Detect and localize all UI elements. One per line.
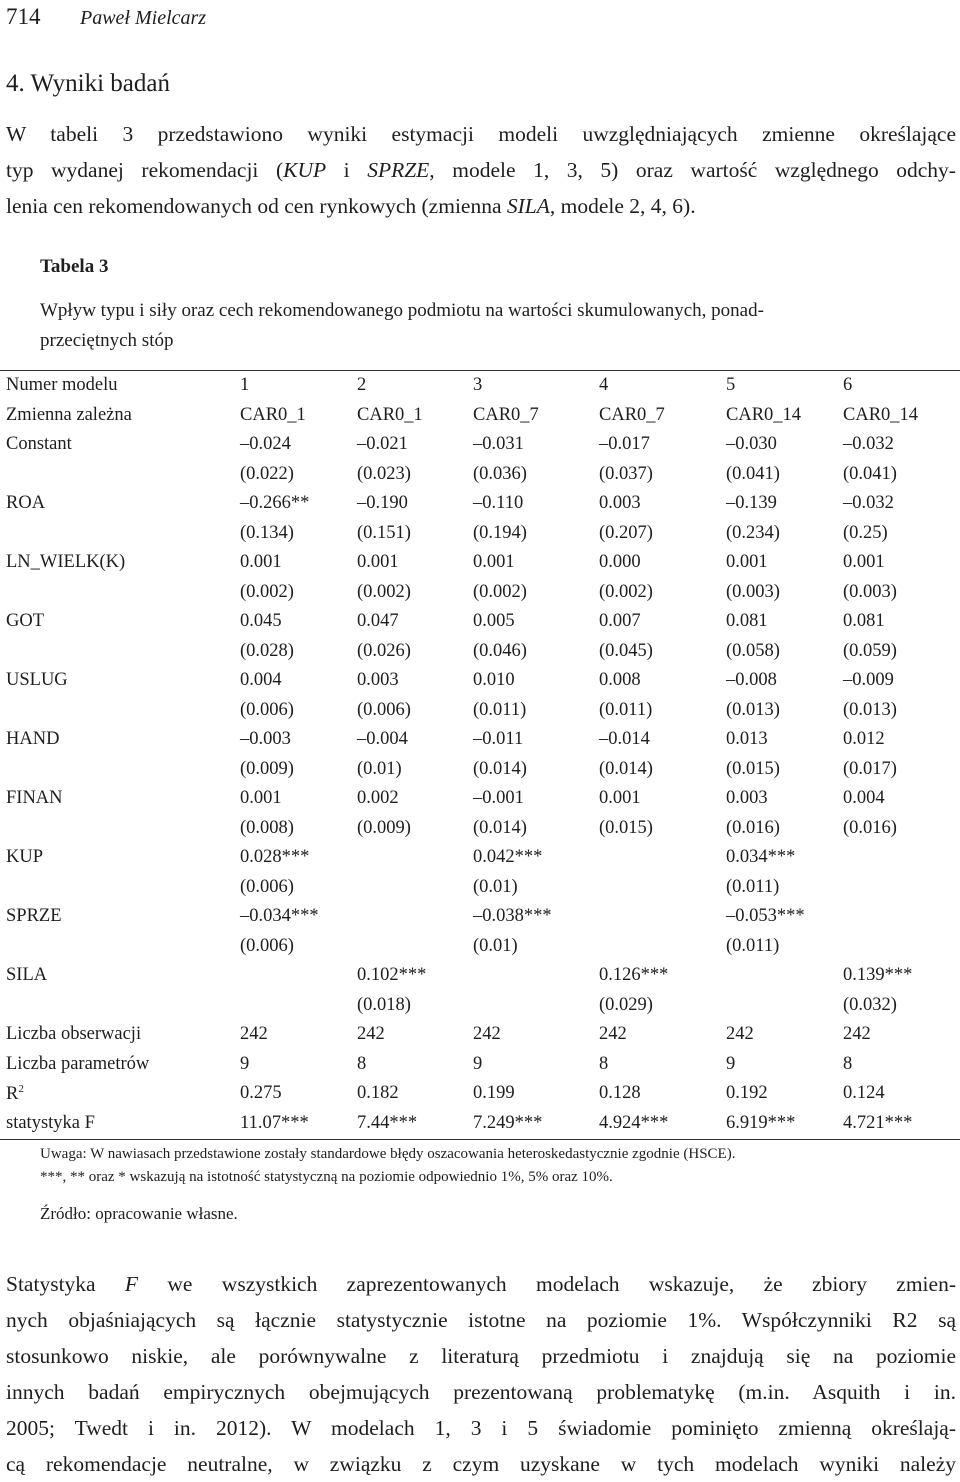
- table-row: [6, 489, 953, 519]
- value-cell: CAR0_7: [473, 404, 539, 425]
- table-row: [6, 961, 953, 991]
- value-cell: [357, 902, 473, 932]
- value-cell: 4.924***: [599, 1112, 669, 1133]
- value-cell: –0.014: [599, 729, 650, 750]
- intro-paragraph: [6, 116, 956, 224]
- value-cell: (0.009): [240, 758, 294, 779]
- value-cell: 0.192: [726, 1083, 768, 1104]
- value-cell: 242: [240, 1024, 268, 1045]
- value-cell: –0.139: [726, 493, 777, 514]
- value-cell: (0.014): [473, 817, 527, 838]
- value-cell: –0.110: [473, 493, 524, 514]
- value-cell: (0.016): [843, 817, 897, 838]
- value-cell: (0.25): [843, 522, 888, 543]
- value-cell: 0.034***: [726, 847, 796, 868]
- value-cell: [473, 961, 599, 991]
- value-cell: 0.199: [473, 1083, 515, 1104]
- value-cell: 0.081: [843, 611, 885, 632]
- value-cell: –0.266**: [240, 493, 310, 514]
- value-cell: (0.002): [473, 581, 527, 602]
- table-row: [6, 991, 953, 1021]
- value-cell: –0.032: [843, 493, 894, 514]
- value-cell: 9: [473, 1053, 483, 1074]
- value-cell: (0.016): [726, 817, 780, 838]
- value-cell: (0.01): [473, 876, 518, 897]
- value-cell: (0.015): [726, 758, 780, 779]
- value-cell: –0.024: [240, 434, 291, 455]
- value-cell: [599, 873, 726, 903]
- value-cell: 9: [726, 1053, 736, 1074]
- value-cell: (0.037): [599, 463, 653, 484]
- table-caption-line: Wpływ typu i siły oraz cech rekomendowanego podmiotu na wartości skumulowanych, ponad-: [40, 300, 764, 321]
- value-cell: 0.013: [726, 729, 768, 750]
- table-source: Źródło: opracowanie własne.: [40, 1204, 238, 1223]
- value-cell: 242: [843, 1024, 871, 1045]
- value-cell: (0.032): [843, 994, 897, 1015]
- value-cell: –0.001: [473, 788, 524, 809]
- value-cell: (0.011): [599, 699, 653, 720]
- value-cell: 242: [599, 1024, 627, 1045]
- row-label-cell: $R^2$: [6, 1082, 24, 1104]
- table-header-row: [6, 401, 953, 431]
- table-row: [6, 755, 953, 785]
- value-cell: (0.013): [726, 699, 780, 720]
- value-cell: (0.002): [599, 581, 653, 602]
- value-cell: 0.275: [240, 1083, 282, 1104]
- value-cell: 0.007: [599, 611, 641, 632]
- table-note: [40, 1143, 735, 1189]
- value-cell: CAR0_14: [843, 404, 919, 425]
- value-cell: (0.041): [843, 463, 897, 484]
- value-cell: (0.046): [473, 640, 527, 661]
- value-cell: CAR0_14: [726, 404, 802, 425]
- value-cell: (0.036): [473, 463, 527, 484]
- outro-line: 2005; Twedt i in. 2012). W modelach 1, 3 i 5 świadomie pominięto zmienną określają-: [6, 1416, 956, 1440]
- row-label-cell: ROA: [6, 493, 46, 514]
- value-cell: –0.034***: [240, 906, 319, 927]
- value-cell: (0.011): [726, 876, 780, 897]
- value-cell: (0.01): [357, 758, 402, 779]
- value-cell: (0.059): [843, 640, 897, 661]
- value-cell: (0.022): [240, 463, 294, 484]
- table-caption: [40, 296, 940, 356]
- value-cell: –0.008: [726, 670, 777, 691]
- value-cell: 0.002: [357, 788, 399, 809]
- table-row: [6, 873, 953, 903]
- outro-line: Statystyka F we wszystkich zaprezentowanych modelach wskazuje, że zbiory zmien-: [6, 1272, 956, 1296]
- r-squared-superscript: 2: [18, 1082, 24, 1095]
- value-cell: –0.031: [473, 434, 524, 455]
- row-label-cell: [6, 460, 240, 490]
- outro-line: stosunkowo niskie, ale porównywalne z literaturą przedmiotu i znajdują się na poziomie: [6, 1344, 956, 1368]
- value-cell: CAR0_1: [357, 404, 423, 425]
- row-label-cell: [6, 873, 240, 903]
- value-cell: 0.028***: [240, 847, 310, 868]
- value-cell: (0.026): [357, 640, 411, 661]
- value-cell: 0.047: [357, 611, 399, 632]
- table-row: [6, 784, 953, 814]
- outro-line: nych objaśniających są łącznie statystycznie istotne na poziomie 1%. Współczynniki R2 są: [6, 1308, 956, 1332]
- value-cell: (0.014): [599, 758, 653, 779]
- value-cell: 3: [473, 375, 483, 396]
- value-cell: 8: [843, 1053, 853, 1074]
- value-cell: –0.053***: [726, 906, 805, 927]
- value-cell: 0.001: [240, 552, 282, 573]
- value-cell: [726, 991, 843, 1021]
- value-cell: [599, 932, 726, 962]
- value-cell: (0.134): [240, 522, 294, 543]
- value-cell: (0.011): [473, 699, 527, 720]
- row-label-cell: [6, 755, 240, 785]
- value-cell: (0.018): [357, 994, 411, 1015]
- value-cell: 0.012: [843, 729, 885, 750]
- value-cell: 11.07***: [240, 1112, 309, 1133]
- value-cell: [357, 843, 473, 873]
- value-cell: 0.000: [599, 552, 641, 573]
- value-cell: 7.249***: [473, 1112, 543, 1133]
- table-row: [6, 932, 953, 962]
- value-cell: (0.017): [843, 758, 897, 779]
- outro-line: innych badań empirycznych obejmujących prezentowaną problematykę (m.in. Asquith i in.: [6, 1380, 956, 1404]
- row-label-cell: [6, 814, 240, 844]
- outro-line: cą rekomendacje neutralne, w związku z czym uzyskane w tych modelach wyniki należy: [6, 1452, 956, 1476]
- value-cell: 0.001: [726, 552, 768, 573]
- value-cell: (0.006): [240, 935, 294, 956]
- value-cell: (0.151): [357, 522, 411, 543]
- value-cell: –0.009: [843, 670, 894, 691]
- value-cell: [473, 991, 599, 1021]
- value-cell: 0.008: [599, 670, 641, 691]
- value-cell: 242: [726, 1024, 754, 1045]
- value-cell: 4.721***: [843, 1112, 913, 1133]
- row-label-cell: HAND: [6, 729, 60, 750]
- value-cell: 0.001: [599, 788, 641, 809]
- table-bottom-rule: [0, 1139, 960, 1140]
- value-cell: (0.006): [240, 699, 294, 720]
- table-note-line: Uwaga: W nawiasach przedstawione zostały standardowe błędy oszacowania heteroskedastycznie zgodnie (HSCE).: [40, 1146, 736, 1162]
- value-cell: 242: [473, 1024, 501, 1045]
- value-cell: 0.126***: [599, 965, 669, 986]
- value-cell: –0.030: [726, 434, 777, 455]
- value-cell: CAR0_7: [599, 404, 665, 425]
- table-header-row: [6, 371, 953, 401]
- value-cell: 7.44***: [357, 1112, 418, 1133]
- table-row: [6, 548, 953, 578]
- value-cell: 0.005: [473, 611, 515, 632]
- value-cell: 0.042***: [473, 847, 543, 868]
- row-label-cell: [6, 932, 240, 962]
- value-cell: (0.002): [357, 581, 411, 602]
- table-note-line: ***, ** oraz * wskazują na istotność statystyczną na poziomie odpowiednio 1%, 5% oraz 10%.: [40, 1169, 613, 1185]
- row-label-cell: GOT: [6, 611, 45, 632]
- value-cell: 0.139***: [843, 965, 913, 986]
- value-cell: (0.045): [599, 640, 653, 661]
- table-stat-row: [6, 1020, 953, 1050]
- row-label-cell: statystyka F: [6, 1112, 95, 1133]
- value-cell: 0.003: [599, 493, 641, 514]
- row-label-cell: LN_WIELK(K): [6, 552, 126, 573]
- value-cell: [843, 902, 953, 932]
- table-row: [6, 430, 953, 460]
- value-cell: (0.01): [473, 935, 518, 956]
- value-cell: [843, 873, 953, 903]
- row-label-cell: Liczba obserwacji: [6, 1024, 142, 1045]
- table-stat-row: [6, 1079, 953, 1109]
- value-cell: –0.032: [843, 434, 894, 455]
- value-cell: 2: [357, 375, 367, 396]
- row-label-cell: Liczba parametrów: [6, 1053, 150, 1074]
- page-number: 714: [6, 4, 41, 29]
- table-row: [6, 843, 953, 873]
- value-cell: –0.038***: [473, 906, 552, 927]
- value-cell: –0.190: [357, 493, 408, 514]
- value-cell: 0.004: [240, 670, 282, 691]
- value-cell: (0.029): [599, 994, 653, 1015]
- value-cell: (0.015): [599, 817, 653, 838]
- value-cell: –0.011: [473, 729, 524, 750]
- value-cell: [240, 961, 357, 991]
- value-cell: [599, 902, 726, 932]
- table-row: [6, 696, 953, 726]
- row-label-cell: KUP: [6, 847, 44, 868]
- table-row: [6, 902, 953, 932]
- value-cell: (0.234): [726, 522, 780, 543]
- value-cell: 0.001: [240, 788, 282, 809]
- value-cell: 8: [357, 1053, 367, 1074]
- value-cell: (0.008): [240, 817, 294, 838]
- value-cell: (0.003): [843, 581, 897, 602]
- row-label-cell: Constant: [6, 434, 72, 455]
- table-stat-row: [6, 1050, 953, 1080]
- row-label-cell: SILA: [6, 965, 48, 986]
- value-cell: 0.003: [726, 788, 768, 809]
- value-cell: 0.124: [843, 1083, 885, 1104]
- value-cell: 0.081: [726, 611, 768, 632]
- table-stat-row: [6, 1109, 953, 1139]
- value-cell: [240, 991, 357, 1021]
- value-cell: (0.028): [240, 640, 294, 661]
- value-cell: (0.041): [726, 463, 780, 484]
- value-cell: (0.003): [726, 581, 780, 602]
- row-label-cell: FINAN: [6, 788, 63, 809]
- value-cell: 0.001: [473, 552, 515, 573]
- row-label-cell: [6, 696, 240, 726]
- value-cell: 0.102***: [357, 965, 427, 986]
- value-cell: [599, 843, 726, 873]
- running-header-author: Paweł Mielcarz: [80, 7, 207, 29]
- value-cell: 8: [599, 1053, 609, 1074]
- value-cell: 5: [726, 375, 736, 396]
- value-cell: [843, 843, 953, 873]
- value-cell: –0.017: [599, 434, 650, 455]
- value-cell: CAR0_1: [240, 404, 306, 425]
- row-label-cell: Zmienna zależna: [6, 404, 132, 425]
- table-row: [6, 814, 953, 844]
- intro-line: W tabeli 3 przedstawiono wyniki estymacji modeli uwzględniających zmienne określające: [6, 122, 956, 146]
- value-cell: (0.014): [473, 758, 527, 779]
- value-cell: (0.194): [473, 522, 527, 543]
- value-cell: –0.004: [357, 729, 408, 750]
- value-cell: 6.919***: [726, 1112, 796, 1133]
- table-row: [6, 607, 953, 637]
- table-caption-line: przeciętnych stóp: [40, 330, 174, 351]
- table-row: [6, 637, 953, 667]
- row-label-cell: Numer modelu: [6, 375, 118, 396]
- value-cell: 0.001: [843, 552, 885, 573]
- value-cell: (0.058): [726, 640, 780, 661]
- table-row: [6, 519, 953, 549]
- results-table: [6, 371, 953, 1138]
- table-row: [6, 666, 953, 696]
- row-label-cell: [6, 637, 240, 667]
- value-cell: 0.001: [357, 552, 399, 573]
- value-cell: –0.021: [357, 434, 408, 455]
- intro-line: lenia cen rekomendowanych od cen rynkowych (zmienna SILA, modele 2, 4, 6).: [6, 194, 696, 218]
- value-cell: 0.045: [240, 611, 282, 632]
- value-cell: 0.010: [473, 670, 515, 691]
- value-cell: (0.011): [726, 935, 780, 956]
- table-row: [6, 725, 953, 755]
- table-row: [6, 460, 953, 490]
- value-cell: (0.023): [357, 463, 411, 484]
- row-label-cell: [6, 578, 240, 608]
- value-cell: [726, 961, 843, 991]
- value-cell: 0.003: [357, 670, 399, 691]
- table-label: Tabela 3: [40, 256, 109, 277]
- value-cell: 0.128: [599, 1083, 641, 1104]
- row-label-cell: SPRZE: [6, 906, 62, 927]
- value-cell: 4: [599, 375, 609, 396]
- outro-paragraph: [6, 1266, 956, 1482]
- value-cell: (0.002): [240, 581, 294, 602]
- value-cell: [357, 873, 473, 903]
- value-cell: 242: [357, 1024, 385, 1045]
- value-cell: (0.013): [843, 699, 897, 720]
- value-cell: (0.207): [599, 522, 653, 543]
- table-row: [6, 578, 953, 608]
- value-cell: 6: [843, 375, 853, 396]
- value-cell: –0.003: [240, 729, 291, 750]
- value-cell: (0.006): [357, 699, 411, 720]
- row-label-cell: [6, 991, 240, 1021]
- value-cell: [357, 932, 473, 962]
- row-label-cell: [6, 519, 240, 549]
- intro-line: typ wydanej rekomendacji (KUP i SPRZE, modele 1, 3, 5) oraz wartość względnego odchy-: [6, 158, 956, 182]
- section-title: 4. Wyniki badań: [6, 70, 170, 97]
- value-cell: (0.006): [240, 876, 294, 897]
- value-cell: 0.182: [357, 1083, 399, 1104]
- value-cell: [843, 932, 953, 962]
- row-label-cell: USLUG: [6, 670, 68, 691]
- value-cell: (0.009): [357, 817, 411, 838]
- value-cell: 0.004: [843, 788, 885, 809]
- value-cell: 1: [240, 375, 250, 396]
- value-cell: 9: [240, 1053, 250, 1074]
